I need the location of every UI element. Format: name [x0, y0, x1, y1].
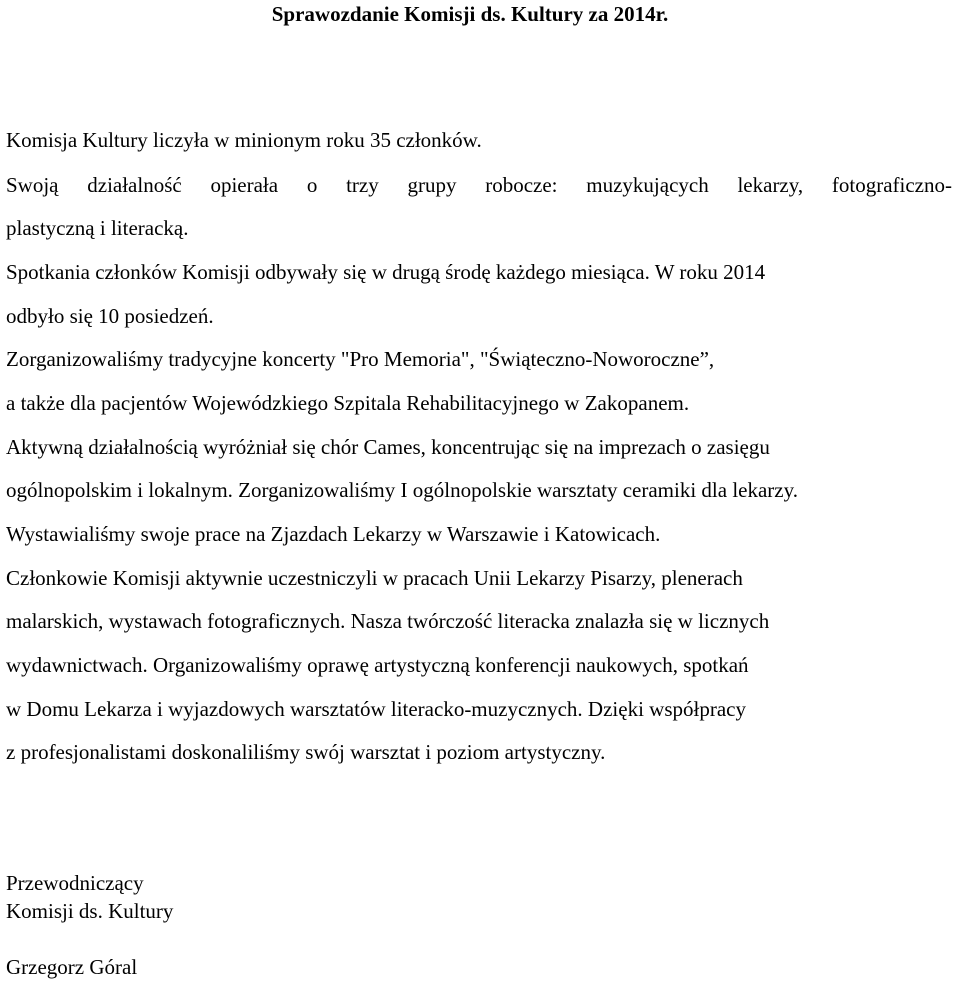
document-title: Sprawozdanie Komisji ds. Kultury za 2014r.: [271, 2, 669, 26]
signature-role-line1: Przewodniczący: [6, 871, 144, 895]
body-line: ogólnopolskim i lokalnym. Zorganizowaliśmy I ogólnopolskie warsztaty ceramiki dla lekarzy.: [6, 478, 798, 502]
body-line: Komisja Kultury liczyła w minionym roku 35 członków.: [6, 128, 482, 152]
body-line: wydawnictwach. Organizowaliśmy oprawę artystyczną konferencji naukowych, spotkań: [6, 653, 749, 677]
body-line: Spotkania członków Komisji odbywały się w drugą środę każdego miesiąca. W roku 2014: [6, 260, 766, 284]
body-line: malarskich, wystawach fotograficznych. Nasza twórczość literacka znalazła się w licznych: [6, 609, 770, 633]
signature-name: Grzegorz Góral: [6, 955, 138, 979]
body-line: odbyło się 10 posiedzeń.: [6, 304, 214, 328]
body-line: Aktywną działalnością wyróżniał się chór Cames, koncentrując się na imprezach o zasięgu: [6, 435, 770, 459]
body-line: Zorganizowaliśmy tradycyjne koncerty "Pro Memoria", "Świąteczno-Noworoczne”,: [6, 347, 715, 371]
body-line: Wystawialiśmy swoje prace na Zjazdach Lekarzy w Warszawie i Katowicach.: [6, 522, 661, 546]
body-line: Swoją działalność opierała o trzy grupy robocze: muzykujących lekarzy, fotograficzno-: [6, 173, 952, 197]
body-line: plastyczną i literacką.: [6, 216, 189, 240]
body-line: a także dla pacjentów Wojewódzkiego Szpitala Rehabilitacyjnego w Zakopanem.: [6, 391, 690, 415]
body-line: Członkowie Komisji aktywnie uczestniczyli w pracach Unii Lekarzy Pisarzy, plenerach: [6, 566, 743, 590]
body-line: w Domu Lekarza i wyjazdowych warsztatów literacko-muzycznych. Dzięki współpracy: [6, 697, 746, 721]
body-line: z profesjonalistami doskonaliliśmy swój warsztat i poziom artystyczny.: [6, 740, 606, 764]
signature-role-line2: Komisji ds. Kultury: [6, 899, 174, 923]
